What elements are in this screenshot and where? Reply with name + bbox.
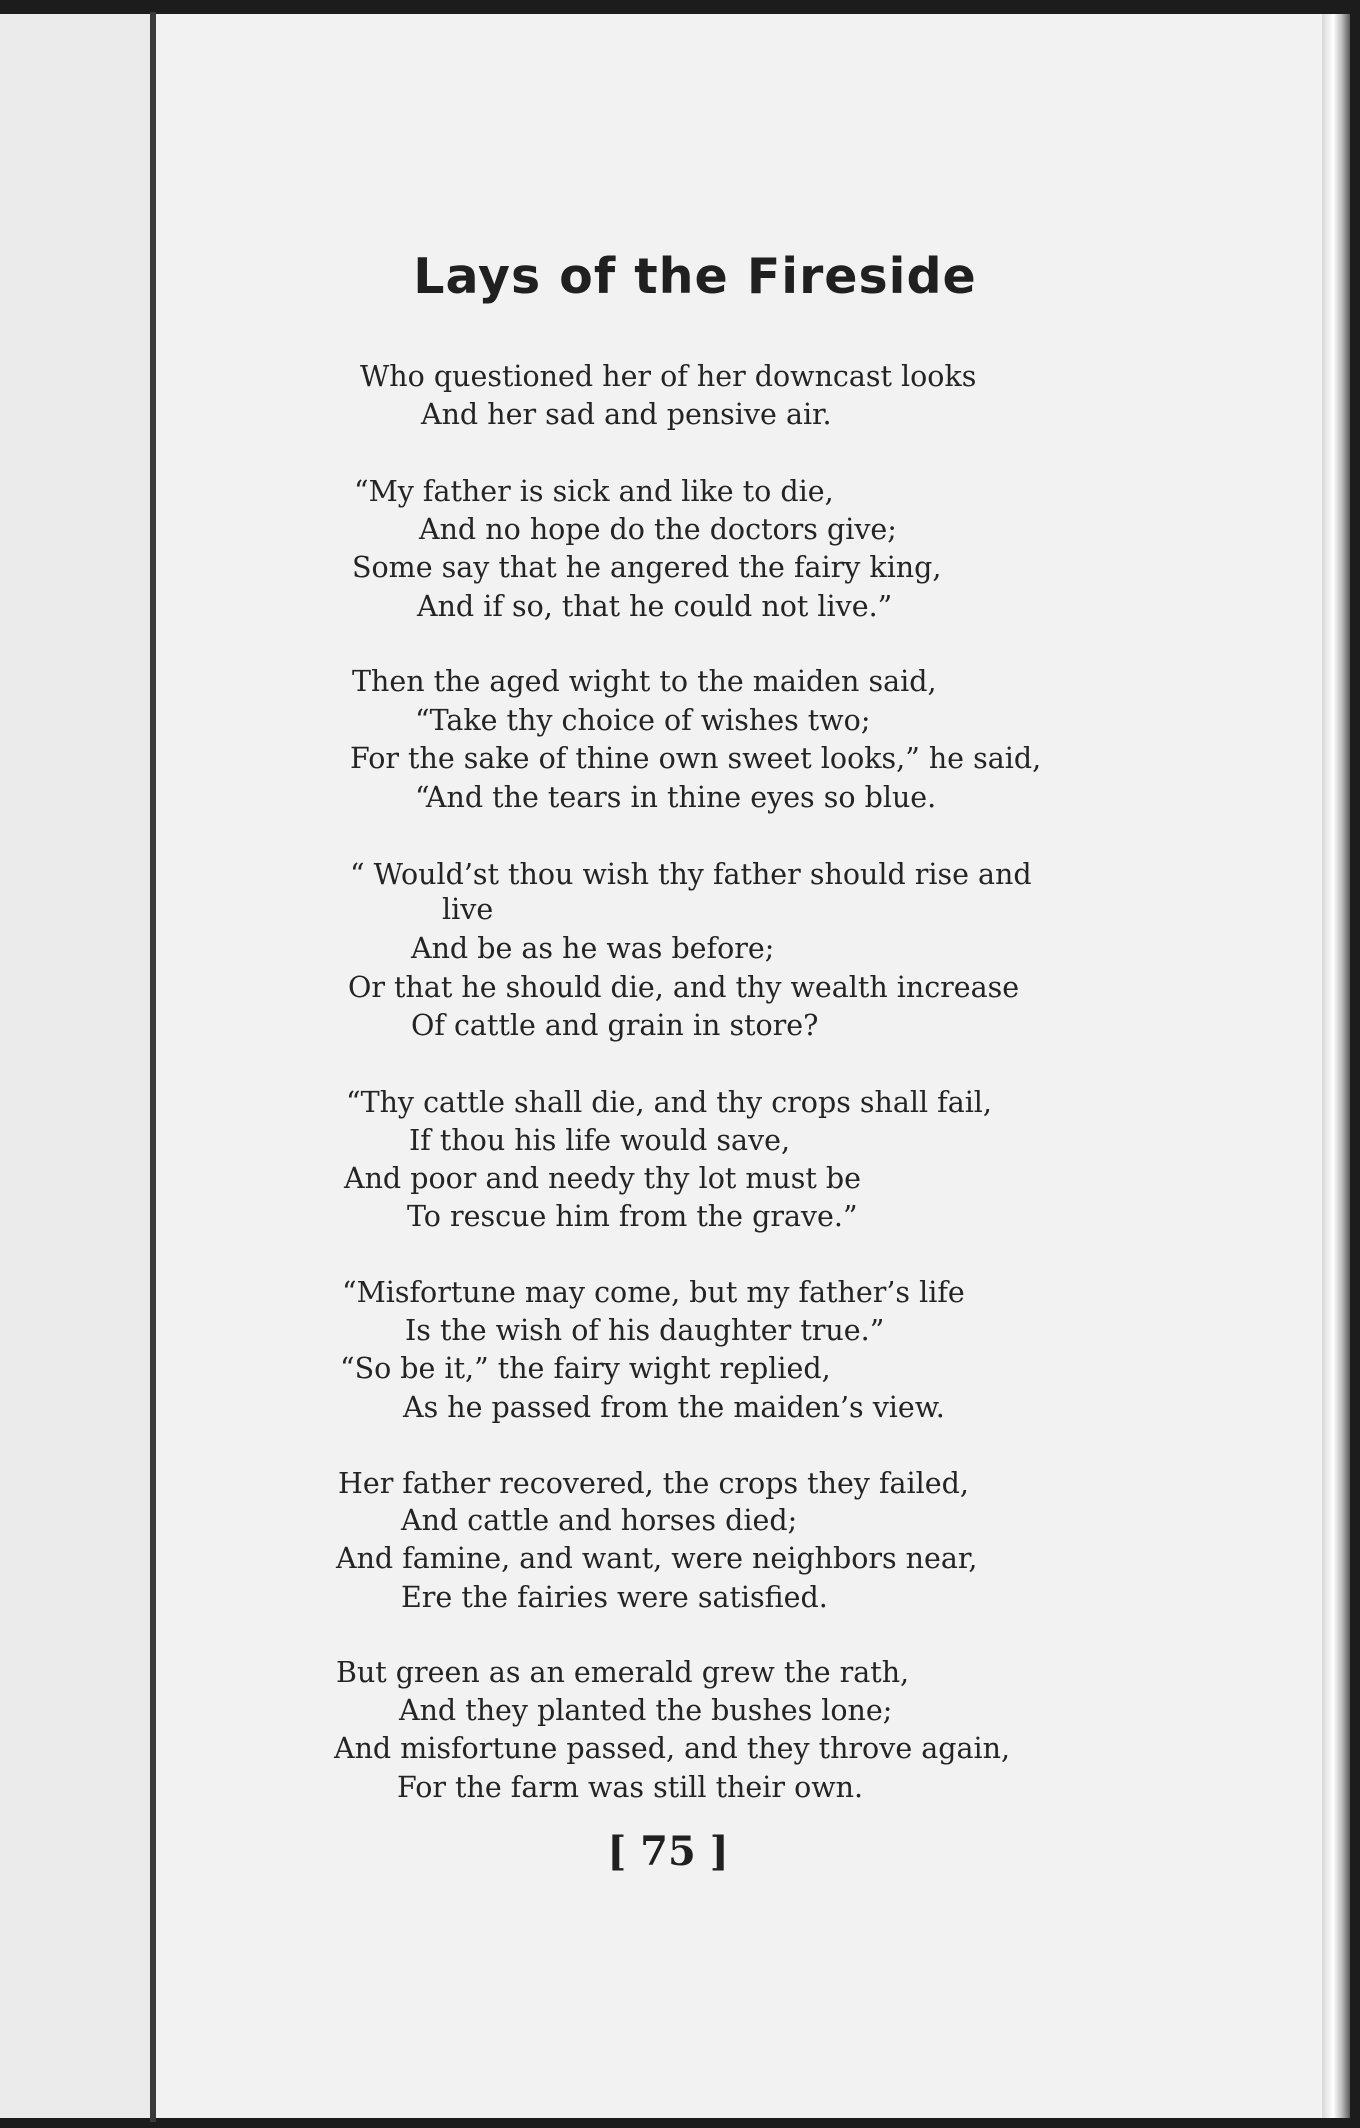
poem-line: But green as an emerald grew the rath, — [336, 1656, 910, 1689]
poem-line: And poor and needy thy lot must be — [344, 1162, 862, 1195]
poem-line: “So be it,” the fairy wight replied, — [340, 1352, 831, 1385]
poem-line: To rescue him from the grave.” — [407, 1200, 858, 1233]
poem-line: “Take thy choice of wishes two; — [415, 704, 871, 737]
poem-line: And if so, that he could not live.” — [417, 590, 893, 623]
poem-line: live — [442, 893, 494, 926]
poem-line: Or that he should die, and thy wealth increase — [348, 971, 1020, 1004]
poem-line: For the farm was still their own. — [397, 1771, 864, 1804]
poem-line: “And the tears in thine eyes so blue. — [415, 781, 937, 814]
running-head: Lays of the Fireside — [413, 248, 977, 305]
poem-line: And misfortune passed, and they throve again, — [334, 1732, 1010, 1765]
page-edge-shadow — [1322, 14, 1350, 2118]
poem-line: And be as he was before; — [411, 932, 775, 965]
poem-line: Ere the fairies were satisfied. — [401, 1581, 828, 1614]
poem-line: Then the aged wight to the maiden said, — [352, 665, 937, 698]
poem-line: Who questioned her of her downcast looks — [360, 360, 977, 393]
poem-line: And her sad and pensive air. — [421, 398, 832, 431]
poem-line: And no hope do the doctors give; — [419, 513, 897, 546]
poem-line: For the sake of thine own sweet looks,” he said, — [350, 742, 1042, 775]
poem-line: And they planted the bushes lone; — [399, 1694, 893, 1727]
poem-line: Some say that he angered the fairy king, — [352, 551, 942, 584]
poem-line: Is the wish of his daughter true.” — [405, 1314, 885, 1347]
poem-line: “Misfortune may come, but my father’s life — [342, 1276, 965, 1309]
poem-line: As he passed from the maiden’s view. — [403, 1391, 945, 1424]
poem-line: And famine, and want, were neighbors near, — [336, 1542, 978, 1575]
poem-line: “Thy cattle shall die, and thy crops shall fail, — [346, 1086, 992, 1119]
facing-page-edge — [0, 14, 150, 2118]
poem-line: “My father is sick and like to die, — [354, 475, 834, 508]
poem-line: Of cattle and grain in store? — [411, 1009, 819, 1042]
page-number: [ 75 ] — [607, 1828, 729, 1875]
poem-line: “ Would’st thou wish thy father should rise and — [350, 858, 1032, 891]
poem-line: Her father recovered, the crops they failed, — [338, 1467, 969, 1500]
poem-line: And cattle and horses died; — [401, 1504, 798, 1537]
poem-line: If thou his life would save, — [409, 1124, 791, 1157]
